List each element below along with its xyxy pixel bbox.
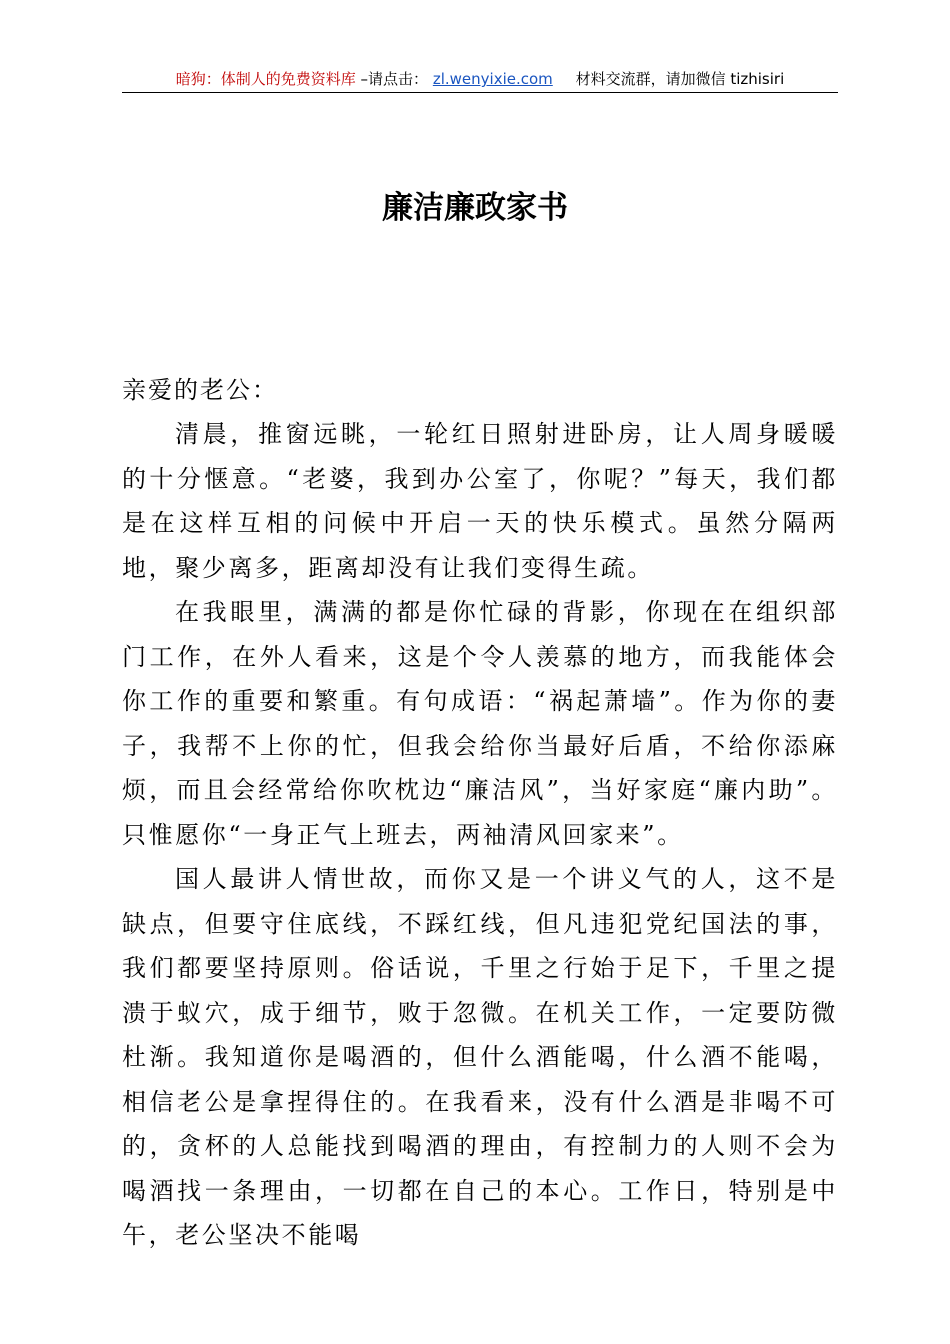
- letter-salutation: 亲爱的老公：: [122, 376, 278, 404]
- paragraph-2: 在我眼里，满满的都是你忙碌的背影，你现在在组织部门工作，在外人看来，这是个令人羡慕的地方，而我能体会你工作的重要和繁重。有句成语：“祸起萧墙”。作为你的妻子，我帮不上你的忙，但我会给你当最好后盾，不给你添麻烦，而且会经常给你吹枕边“廉洁风”，当好家庭“廉内助”。只惟愿你“一身正气上班去，两袖清风回家来”。: [122, 598, 838, 849]
- paragraph-3: 国人最讲人情世故，而你又是一个讲义气的人，这不是缺点，但要守住底线，不踩红线，但凡违犯党纪国法的事，我们都要坚持原则。俗话说，千里之行始于足下，千里之提溃于蚁穴，成于细节，败于忽微。在机关工作，一定要防微杜渐。我知道你是喝酒的，但什么酒能喝，什么酒不能喝，相信老公是拿捏得住的。在我看来，没有什么酒是非喝不可的，贪杯的人总能找到喝酒的理由，有控制力的人则不会为喝酒找一条理由，一切都在自己的本心。工作日，特别是中午，老公坚决不能喝: [122, 865, 838, 1249]
- header-wechat-text: 材料交流群，请加微信 tizhisiri: [575, 70, 785, 88]
- paragraph-1: 清晨，推窗远眺，一轮红日照射进卧房，让人周身暖暖的十分惬意。“老婆，我到办公室了，你呢？”每天，我们都是在这样互相的问候中开启一天的快乐模式。虽然分隔两地，聚少离多，距离却没有让我们变得生疏。: [122, 420, 838, 582]
- header-website-link[interactable]: zl.wenyixie.com: [432, 70, 553, 88]
- header-source-text: 暗狗：体制人的免费资料库: [175, 70, 356, 88]
- document-title: 廉洁廉政家书: [382, 190, 568, 226]
- page-header: [122, 66, 838, 93]
- letter-body: [122, 412, 838, 1258]
- header-prompt-text: –请点击：: [360, 70, 429, 88]
